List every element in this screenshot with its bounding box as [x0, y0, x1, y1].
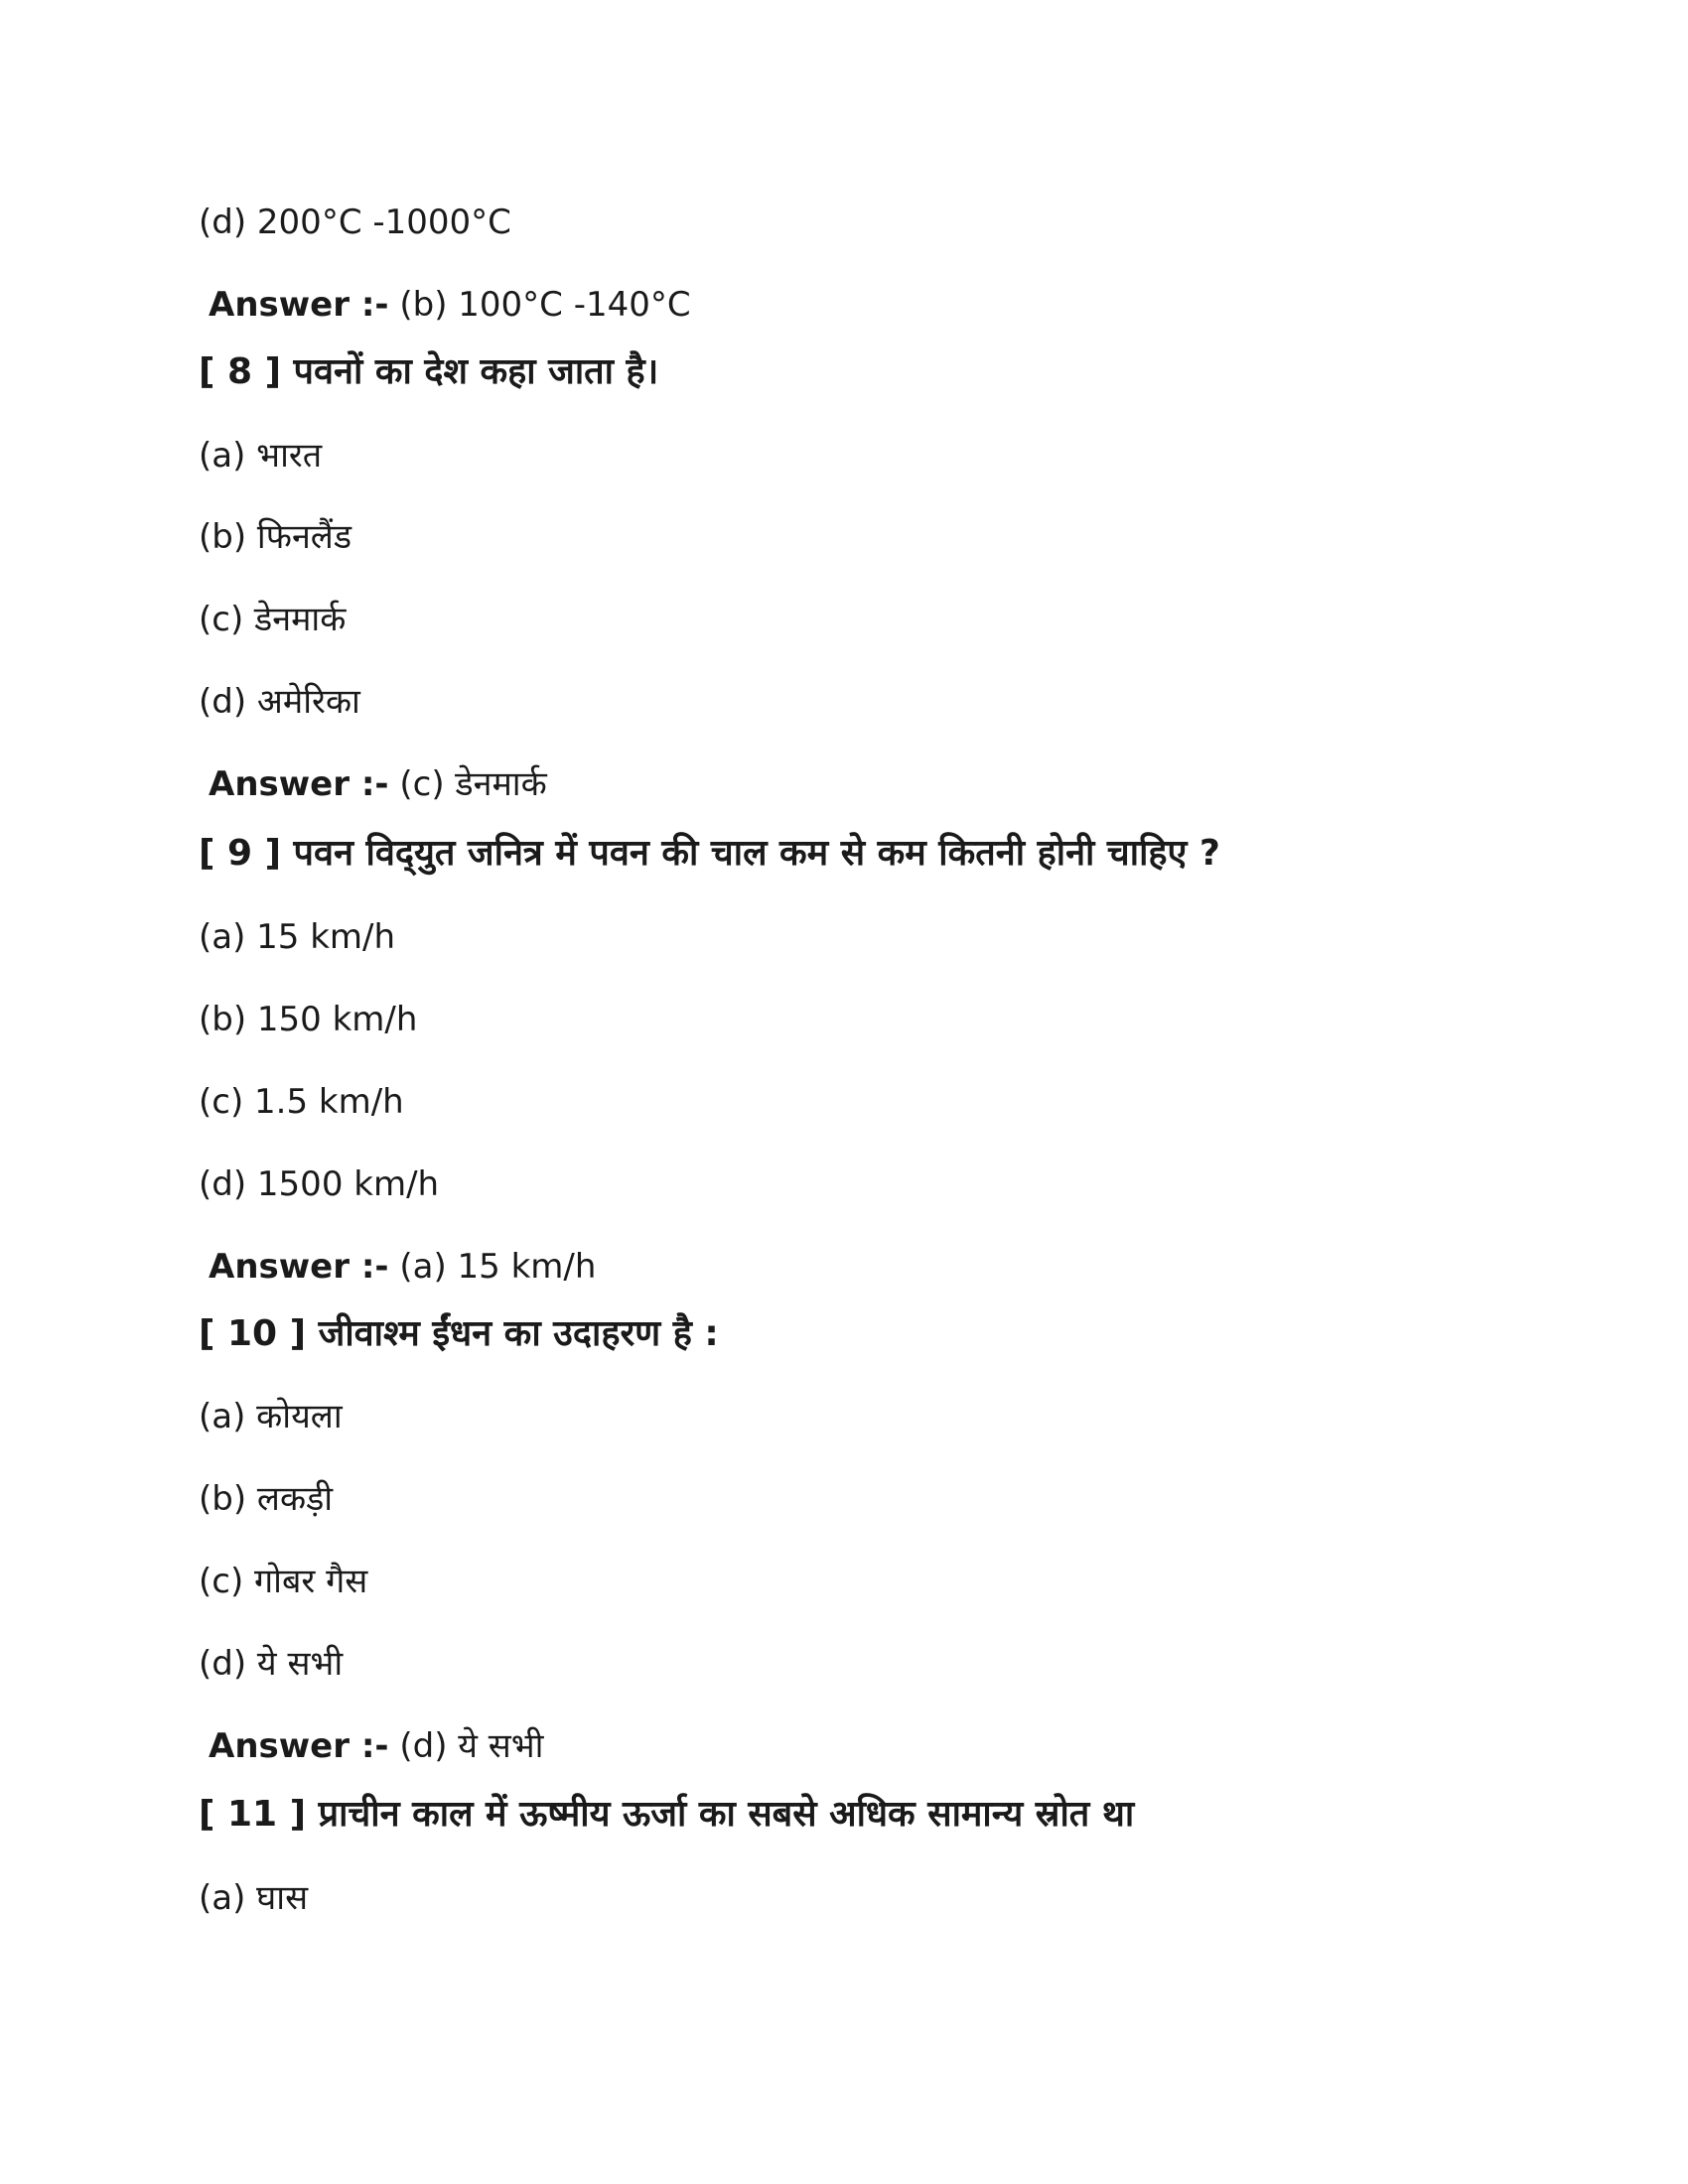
question-11: [ 11 ] प्राचीन काल में ऊष्मीय ऊर्जा का सबसे अधिक सामान्य स्रोत था — [199, 1794, 1135, 1835]
answer-text: (d) ये सभी — [388, 1726, 544, 1766]
answer-label: Answer :- — [209, 1247, 389, 1287]
option-q10-d: (d) ये सभी — [199, 1644, 344, 1684]
question-8: [ 8 ] पवनों का देश कहा जाता है। — [199, 351, 659, 392]
answer-text: (c) डेनमार्क — [388, 764, 547, 804]
option-q10-a: (a) कोयला — [199, 1397, 343, 1436]
answer-label: Answer :- — [209, 285, 389, 325]
answer-text: (b) 100°C -140°C — [388, 285, 691, 325]
option-q9-a: (a) 15 km/h — [199, 917, 396, 957]
answer-q8 — [209, 762, 547, 806]
question-9: [ 9 ] पवन विद्‌युत जनित्र में पवन की चाल कम से कम कितनी होनी चाहिए ? — [199, 833, 1220, 874]
question-10: [ 10 ] जीवाश्म ईंधन का उदाहरण है : — [199, 1313, 719, 1354]
option-q7-d: (d) 200°C -1000°C — [199, 203, 511, 242]
answer-q9 — [209, 1245, 596, 1289]
option-q8-c: (c) डेनमार्क — [199, 600, 347, 639]
option-q8-b: (b) फिनलैंड — [199, 517, 352, 557]
option-q9-d: (d) 1500 km/h — [199, 1164, 440, 1204]
option-q9-b: (b) 150 km/h — [199, 1000, 418, 1039]
answer-q10 — [209, 1724, 544, 1768]
option-q10-c: (c) गोबर गैस — [199, 1562, 368, 1601]
option-q11-a: (a) घास — [199, 1878, 309, 1918]
option-q8-a: (a) भारत — [199, 436, 323, 476]
option-q9-c: (c) 1.5 km/h — [199, 1082, 404, 1122]
answer-label: Answer :- — [209, 764, 389, 804]
answer-q7 — [209, 283, 691, 327]
option-q8-d: (d) अमेरिका — [199, 682, 360, 722]
option-q10-b: (b) लकड़ी — [199, 1479, 334, 1519]
answer-text: (a) 15 km/h — [388, 1247, 597, 1287]
answer-label: Answer :- — [209, 1726, 389, 1766]
